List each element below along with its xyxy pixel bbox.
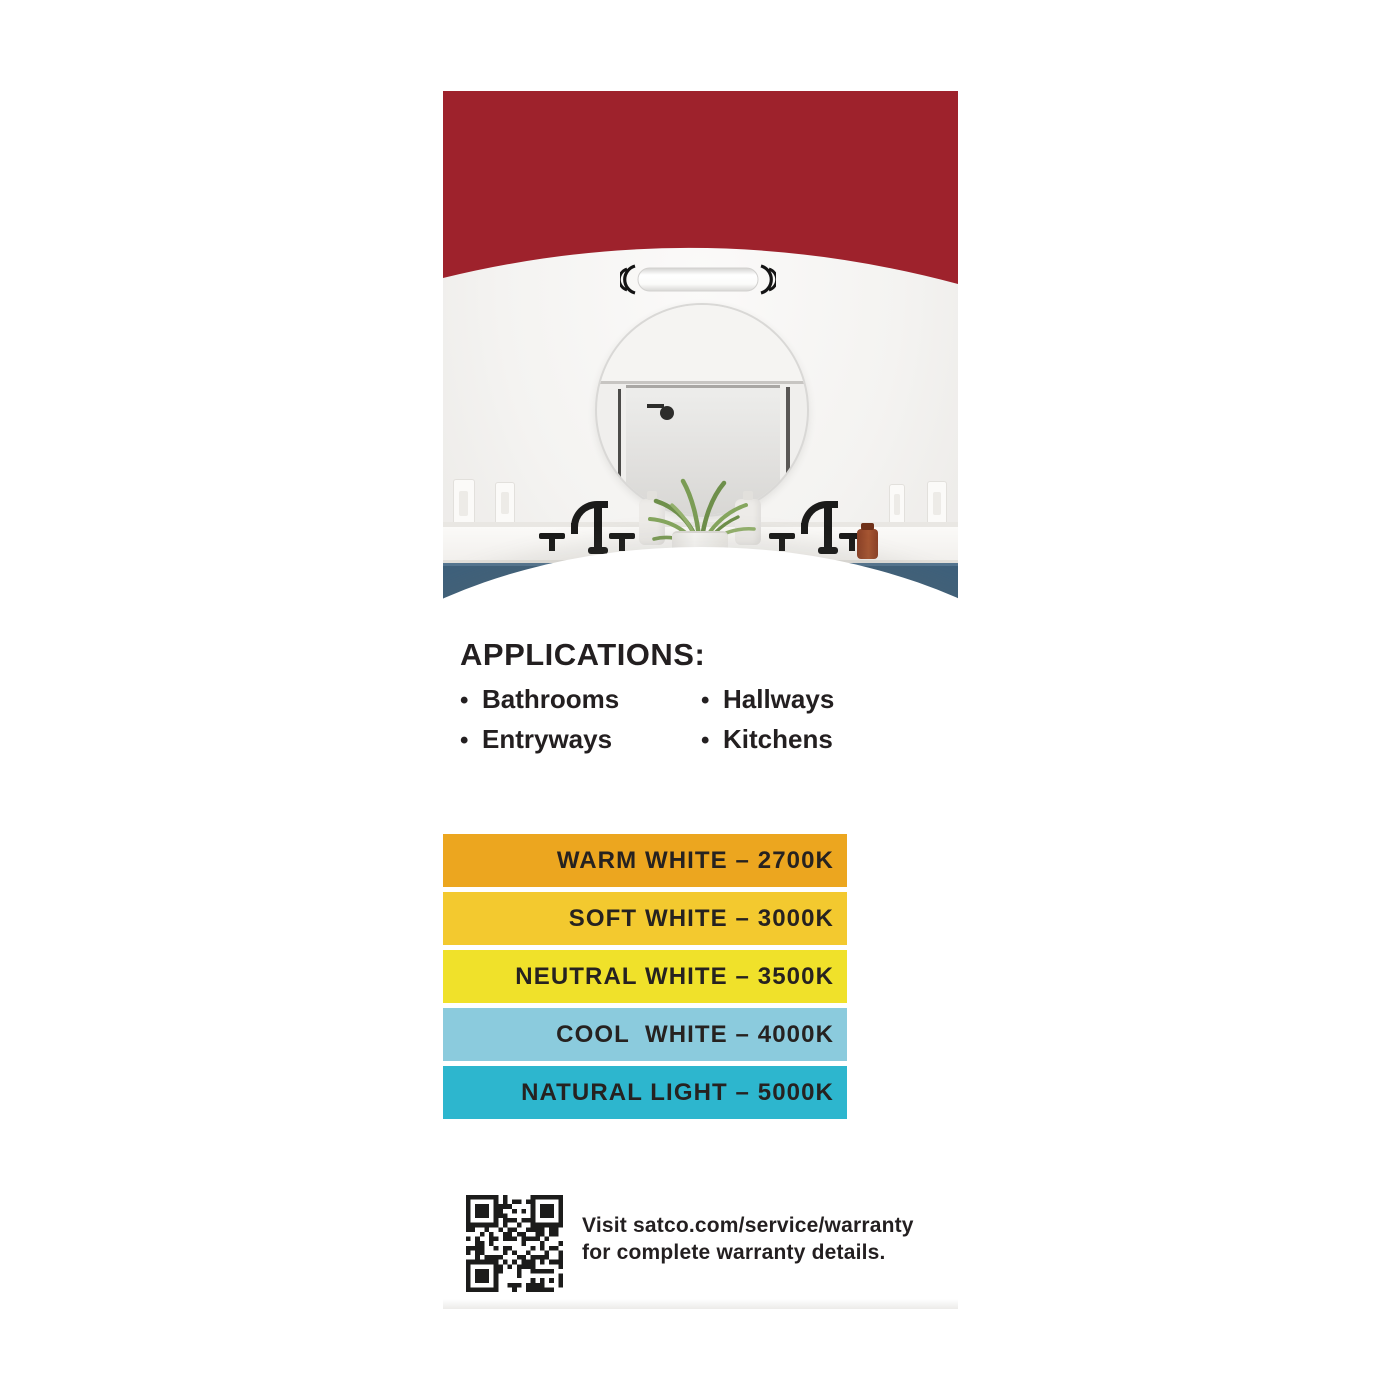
color-bar-label: COOL WHITE – 4000K (556, 1020, 834, 1048)
light-switch (495, 482, 515, 526)
mirror-reflection-wall (597, 305, 807, 383)
application-item (701, 723, 871, 757)
bullet-icon: • (701, 687, 710, 714)
application-item (460, 683, 701, 717)
amber-bottle (857, 529, 878, 559)
warranty-line-1: Visit satco.com/service/warranty (582, 1214, 914, 1237)
warranty-line-2: for complete warranty details. (582, 1241, 886, 1264)
color-bar-2700k (443, 834, 847, 887)
color-bar-label: SOFT WHITE – 3000K (568, 904, 834, 932)
bullet-icon: • (701, 727, 710, 754)
color-bar-5000k (443, 1066, 847, 1119)
warranty-text (582, 1212, 914, 1292)
bullet-icon: • (460, 687, 469, 714)
color-bar-3000k (443, 892, 847, 945)
warranty-section (466, 1195, 914, 1292)
application-label: Bathrooms (482, 684, 620, 714)
shower-head (660, 406, 674, 420)
packaging-panel (443, 91, 958, 1307)
bathroom-photo (443, 91, 958, 651)
qr-code-icon (466, 1195, 563, 1292)
color-bar-4000k (443, 1008, 847, 1061)
application-item (460, 723, 701, 757)
shower-glass-edge (618, 389, 621, 505)
color-bar-label: NATURAL LIGHT – 5000K (521, 1078, 834, 1106)
color-bar-label: NEUTRAL WHITE – 3500K (515, 962, 834, 990)
applications-heading: APPLICATIONS: (460, 637, 706, 672)
color-bar-3500k (443, 950, 847, 1003)
applications-list (460, 683, 880, 757)
application-label: Kitchens (723, 724, 833, 754)
application-label: Hallways (723, 684, 835, 714)
bullet-icon: • (460, 727, 469, 754)
vanity-light-fixture (620, 263, 776, 297)
light-switch (889, 484, 905, 526)
shower-glass-edge (786, 387, 790, 498)
light-switch (927, 481, 947, 527)
color-bar-label: WARM WHITE – 2700K (556, 846, 834, 874)
color-temperature-chart (443, 834, 847, 1119)
application-label: Entryways (482, 724, 613, 754)
mirror-reflection-frame-line (597, 381, 807, 384)
application-item (701, 683, 871, 717)
